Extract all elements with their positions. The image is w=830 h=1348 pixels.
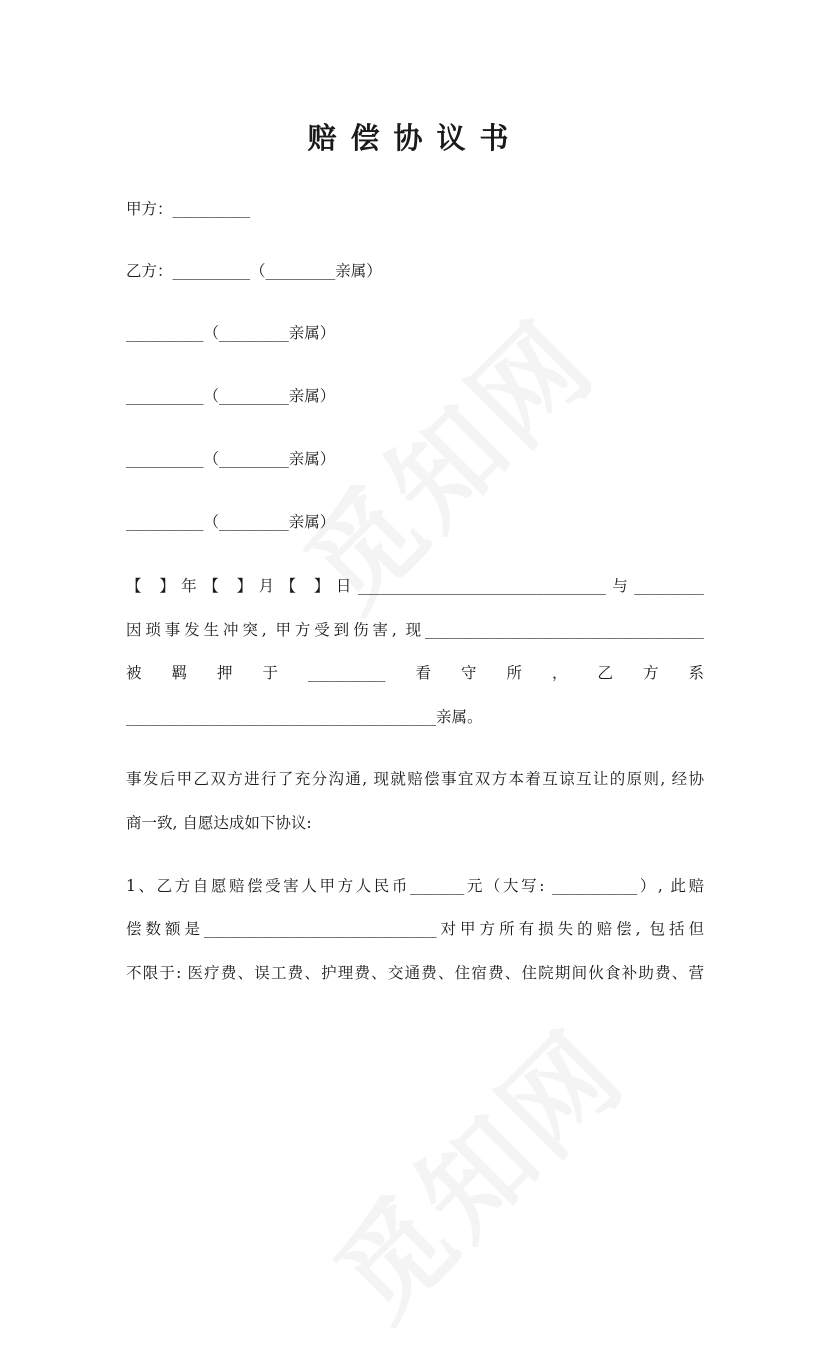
clause-1-line-1: 1、乙方自愿赔偿受害人甲方人民币_______元（大写: ___________）, 此赔 bbox=[126, 877, 704, 895]
relative-line: __________（_________亲属） bbox=[126, 450, 336, 468]
negotiation-line-2: 商一致, 自愿达成如下协议: bbox=[126, 814, 312, 832]
party-b-line: 乙方：__________（_________亲属） bbox=[126, 262, 382, 280]
clause-1-line-2: 偿数额是______________________________对甲方所有损失的赔偿, 包括但 bbox=[126, 920, 704, 938]
document-title: 赔偿协议书 bbox=[307, 121, 523, 155]
relative-line: __________（_________亲属） bbox=[126, 513, 336, 531]
relative-line: __________（_________亲属） bbox=[126, 324, 336, 342]
incident-line-1: 【 】年【 】月【 】日________________________________与_________ bbox=[126, 577, 704, 595]
watermark bbox=[295, 990, 653, 1348]
relative-line: __________（_________亲属） bbox=[126, 387, 336, 405]
incident-line-2: 因琐事发生冲突, 甲方受到伤害, 现____________________________________ bbox=[126, 621, 704, 639]
negotiation-line-1: 事发后甲乙双方进行了充分沟通, 现就赔偿事宜双方本着互谅互让的原则, 经协 bbox=[126, 770, 704, 788]
clause-1-line-3: 不限于: 医疗费、误工费、护理费、交通费、住宿费、住院期间伙食补助费、营 bbox=[126, 964, 704, 982]
party-a-line: 甲方：__________ bbox=[126, 200, 251, 218]
incident-line-4: ________________________________________亲属。 bbox=[126, 708, 483, 726]
incident-line-3: 被 羁 押 于 __________ 看 守 所 ， 乙 方 系 bbox=[126, 664, 704, 682]
